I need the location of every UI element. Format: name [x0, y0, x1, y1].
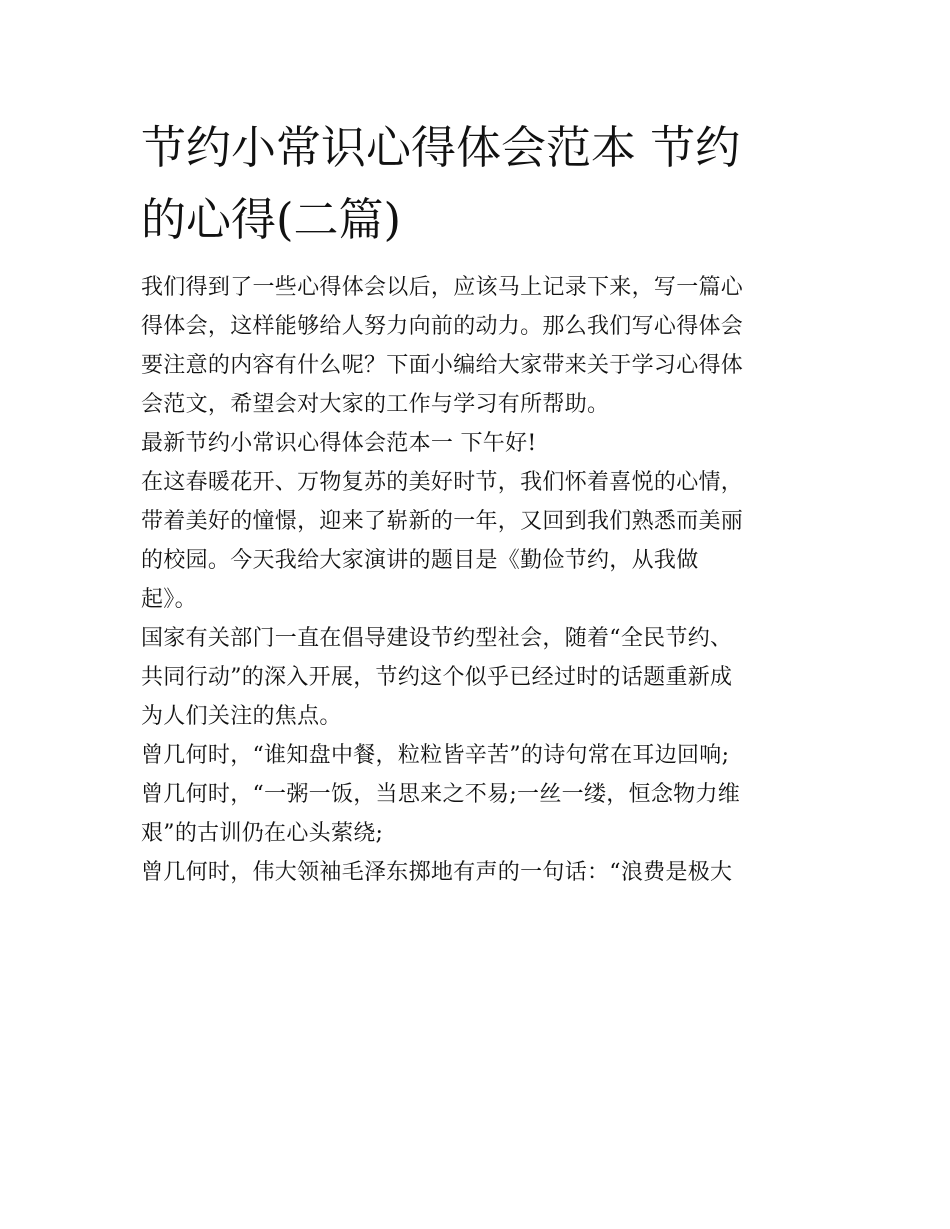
paragraph-motto [141, 775, 813, 853]
text-line: 共同行动”的深入开展，节约这个似乎已经过时的话题重新成 [141, 665, 733, 690]
text-line: 的校园。今天我给大家演讲的题目是《勤俭节约，从我做 [141, 548, 699, 573]
title-line: 的心得(二篇) [141, 193, 402, 246]
title-line: 节约小常识心得体会范本 节约 [141, 121, 741, 174]
text-line: 国家有关部门一直在倡导建设节约型社会，随着“全民节约、 [141, 626, 733, 651]
paragraph-national [141, 619, 813, 736]
text-line: 在这春暖花开、万物复苏的美好时节，我们怀着喜悦的心情， [141, 470, 744, 495]
document-body [141, 112, 813, 892]
text-line: 会范文，希望会对大家的工作与学习有所帮助。 [141, 392, 610, 417]
text-line: 曾几何时，“谁知盘中餐，粒粒皆辛苦”的诗句常在耳边回响; [141, 743, 730, 768]
paragraph-intro [141, 268, 813, 424]
paragraph-quote [141, 853, 813, 892]
text-line: 要注意的内容有什么呢？下面小编给大家带来关于学习心得体 [141, 353, 744, 378]
text-line: 带着美好的憧憬，迎来了崭新的一年，又回到我们熟悉而美丽 [141, 509, 744, 534]
text-line: 得体会，这样能够给人努力向前的动力。那么我们写心得体会 [141, 314, 744, 339]
paragraph-section-heading [141, 424, 813, 463]
text-line: 曾几何时，“一粥一饭，当思来之不易;一丝一缕，恒念物力维 [141, 782, 741, 807]
paragraph-poem [141, 736, 813, 775]
text-line: 起》。 [141, 587, 197, 612]
text-line: 最新节约小常识心得体会范本一 下午好! [141, 431, 537, 456]
text-line: 曾几何时，伟大领袖毛泽东掷地有声的一句话：“浪费是极大 [141, 860, 733, 885]
text-line: 为人们关注的焦点。 [141, 704, 342, 729]
paragraph-spring [141, 463, 813, 619]
text-line: 我们得到了一些心得体会以后，应该马上记录下来，写一篇心 [141, 275, 744, 300]
document-title [141, 112, 813, 256]
text-line: 艰”的古训仍在心头萦绕; [141, 821, 384, 846]
